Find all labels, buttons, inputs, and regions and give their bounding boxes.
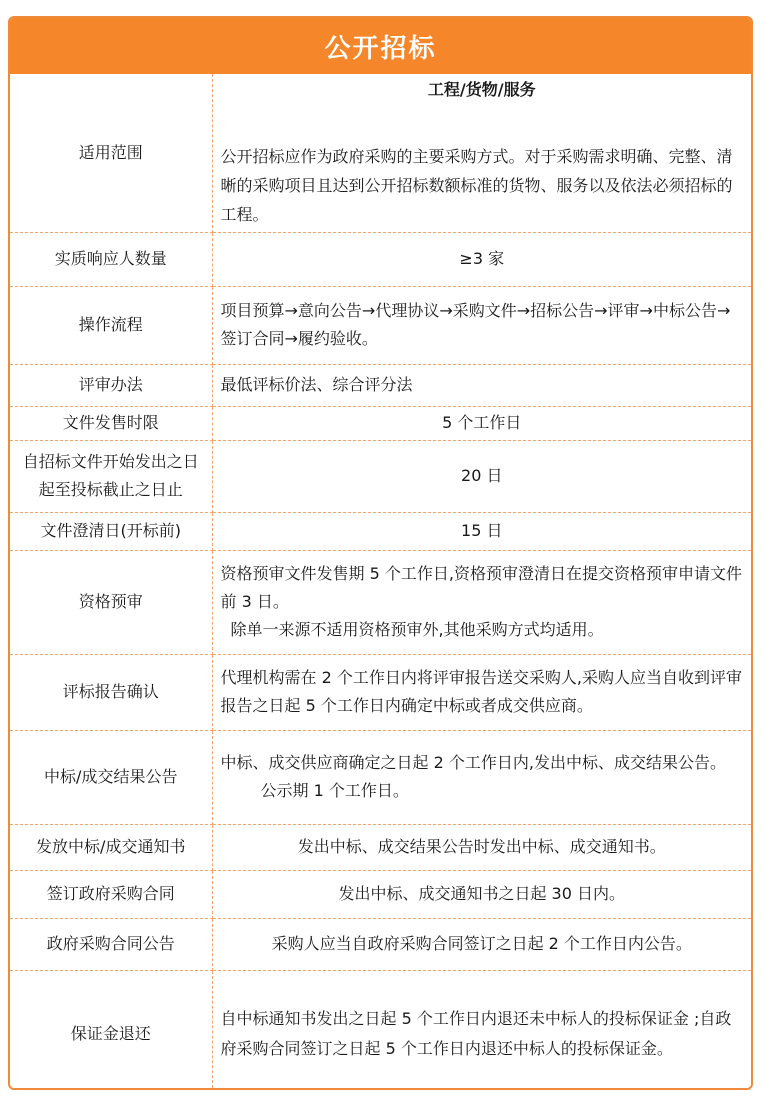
row-label: 文件澄清日(开标前) [10, 512, 212, 550]
row-value-cell [212, 550, 751, 654]
table-row [10, 730, 751, 824]
row-value: 中标、成交供应商确定之日起 2 个工作日内,发出中标、成交结果公告。 [220, 753, 726, 772]
row-value-note: 除单一来源不适用资格预审外,其他采购方式均适用。 [230, 620, 604, 639]
row-label: 操作流程 [10, 286, 212, 364]
row-label: 签订政府采购合同 [10, 870, 212, 918]
row-value: 最低评标价法、综合评分法 [212, 364, 751, 406]
row-value: 5 个工作日 [212, 406, 751, 440]
row-value: 20 日 [212, 440, 751, 512]
row-label: 资格预审 [10, 550, 212, 654]
card-title: 公开招标 [10, 18, 751, 74]
row-value: 发出中标、成交结果公告时发出中标、成交通知书。 [212, 824, 751, 870]
row-label: 实质响应人数量 [10, 232, 212, 286]
row-label: 文件发售时限 [10, 406, 212, 440]
row-value: 发出中标、成交通知书之日起 30 日内。 [212, 870, 751, 918]
row-value: 公开招标应作为政府采购的主要采购方式。对于采购需求明确、完整、清晰的采购项目且达到公开招标数额标准的货物、服务以及依法必须招标的工程。 [220, 147, 733, 224]
table-row [10, 286, 751, 364]
row-value-cell [212, 730, 751, 824]
row-value: 项目预算→意向公告→代理协议→采购文件→招标公告→评审→中标公告→签订合同→履约验收。 [212, 286, 751, 364]
row-label: 中标/成交结果公告 [10, 730, 212, 824]
table-header-row [10, 74, 751, 232]
row-value: ≥3 家 [212, 232, 751, 286]
row-value: 代理机构需在 2 个工作日内将评审报告送交采购人,采购人应当自收到评审报告之日起 5 个工作日内确定中标或者成交供应商。 [212, 654, 751, 730]
row-label: 发放中标/成交通知书 [10, 824, 212, 870]
row-label: 评审办法 [10, 364, 212, 406]
table-row [10, 512, 751, 550]
row-value: 自中标通知书发出之日起 5 个工作日内退还未中标人的投标保证金 ;自政府采购合同签订之日起 5 个工作日内退还中标人的投标保证金。 [220, 1009, 732, 1059]
table-row [10, 824, 751, 870]
row-label: 政府采购合同公告 [10, 918, 212, 970]
table-row [10, 406, 751, 440]
table-row [10, 232, 751, 286]
table-row [10, 440, 751, 512]
table-row [10, 364, 751, 406]
info-table [10, 74, 751, 1090]
row-label: 保证金退还 [10, 970, 212, 1090]
row-label: 自招标文件开始发出之日起至投标截止之日止 [10, 440, 212, 512]
procurement-card [8, 16, 753, 1090]
row-label: 适用范围 [10, 74, 212, 232]
row-value: 资格预审文件发售期 5 个工作日,资格预审澄清日在提交资格预审申请文件前 3 日。 [220, 564, 742, 611]
row-value: 15 日 [212, 512, 751, 550]
table-row [10, 870, 751, 918]
table-row [10, 654, 751, 730]
table-row [10, 918, 751, 970]
table-row [10, 550, 751, 654]
row-value: 采购人应当自政府采购合同签订之日起 2 个工作日内公告。 [212, 918, 751, 970]
table-row [10, 970, 751, 1090]
row-label: 评标报告确认 [10, 654, 212, 730]
row-value-note: 公示期 1 个工作日。 [260, 781, 409, 800]
header-cell [212, 74, 751, 232]
column-header: 工程/货物/服务 [427, 80, 536, 99]
